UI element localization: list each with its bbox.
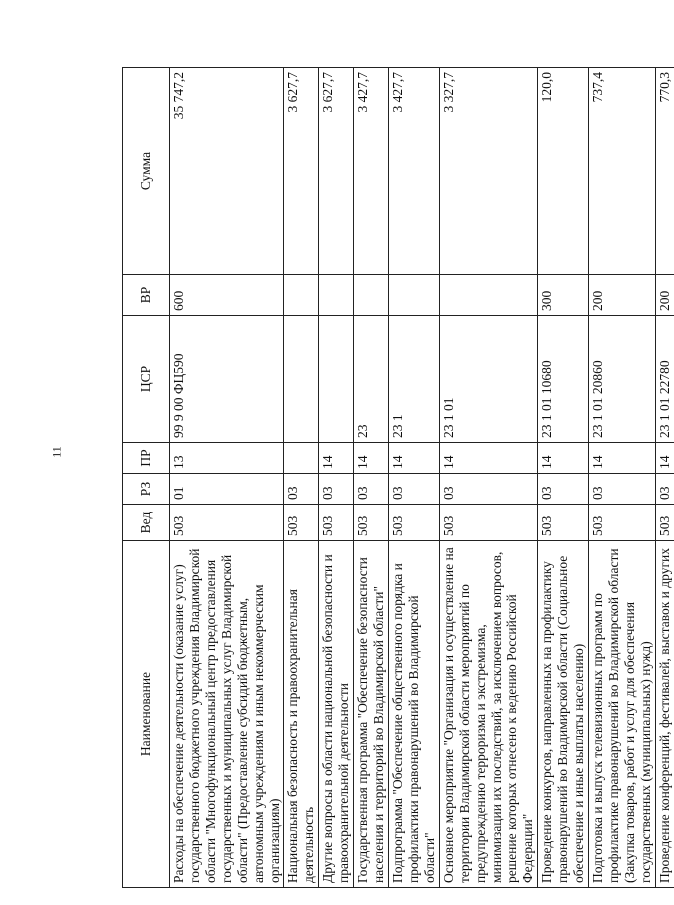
cell-name: Подготовка и выпуск телевизионных программ по профилактике правонарушений во Владимирской области (Закупка товаров, работ и услуг для обеспечения государственных (муниципальных) нужд)	[589, 541, 656, 888]
cell-csr: 23 1 01	[439, 316, 538, 443]
table-row	[655, 68, 673, 888]
cell-rz: 03	[388, 474, 439, 505]
cell-sum: 120,0	[538, 68, 589, 275]
cell-rz: 03	[284, 474, 319, 505]
cell-pr: 14	[388, 443, 439, 474]
cell-name: Проведение конкурсов, направленных на профилактику правонарушений во Владимирской области (Социальное обеспечение и иные выплаты населению)	[538, 541, 589, 888]
table-row	[589, 68, 656, 888]
table-row	[354, 68, 389, 888]
cell-name: Другие вопросы в области национальной безопасности и правоохранительной деятельности	[319, 541, 354, 888]
cell-name: Подпрограмма "Обеспечение общественного порядка и профилактики правонарушений во Владимирской области"	[388, 541, 439, 888]
table-row	[319, 68, 354, 888]
cell-csr	[284, 316, 319, 443]
cell-vr: 200	[655, 275, 673, 316]
cell-pr: 13	[170, 443, 284, 474]
table-row	[439, 68, 538, 888]
cell-csr: 23 1 01 20860	[589, 316, 656, 443]
budget-table	[122, 67, 674, 888]
cell-rz: 01	[170, 474, 284, 505]
cell-ved: 503	[538, 505, 589, 541]
cell-ved: 503	[589, 505, 656, 541]
budget-table-container	[122, 68, 672, 888]
cell-csr: 23	[354, 316, 389, 443]
header-ved: Вед	[123, 505, 170, 541]
cell-ved: 503	[284, 505, 319, 541]
cell-vr	[388, 275, 439, 316]
cell-sum: 770,3	[655, 68, 673, 275]
cell-sum: 35 747,2	[170, 68, 284, 275]
cell-ved: 503	[319, 505, 354, 541]
cell-ved: 503	[388, 505, 439, 541]
cell-pr: 14	[439, 443, 538, 474]
header-sum: Сумма	[123, 68, 170, 275]
cell-pr	[284, 443, 319, 474]
header-name: Наименование	[123, 541, 170, 888]
cell-vr	[284, 275, 319, 316]
cell-pr: 14	[589, 443, 656, 474]
cell-csr	[319, 316, 354, 443]
cell-csr: 23 1 01 22780	[655, 316, 673, 443]
cell-name: Расходы на обеспечение деятельности (оказание услуг) государственного бюджетного учреждения Владимирской области "Многофункциональный центр предоставления государственных и муниципальных услуг Владимирской области" (Предоставление субсидий бюджетным, автономным учреждениям и иным некоммерческим организациям)	[170, 541, 284, 888]
cell-name: Государственная программа "Обеспечение безопасности населения и территорий во Владимирской области"	[354, 541, 389, 888]
cell-pr: 14	[354, 443, 389, 474]
cell-vr	[439, 275, 538, 316]
cell-pr: 14	[538, 443, 589, 474]
cell-name: Национальная безопасность и правоохранительная деятельность	[284, 541, 319, 888]
cell-ved: 503	[170, 505, 284, 541]
cell-ved: 503	[354, 505, 389, 541]
cell-rz: 03	[354, 474, 389, 505]
cell-pr: 14	[655, 443, 673, 474]
cell-rz: 03	[538, 474, 589, 505]
cell-sum: 737,4	[589, 68, 656, 275]
cell-vr: 300	[538, 275, 589, 316]
cell-ved: 503	[655, 505, 673, 541]
cell-vr: 600	[170, 275, 284, 316]
cell-name: Проведение конференций, фестивалей, выставок и других	[655, 541, 673, 888]
header-pr: ПР	[123, 443, 170, 474]
cell-ved: 503	[439, 505, 538, 541]
cell-rz: 03	[319, 474, 354, 505]
header-vr: ВР	[123, 275, 170, 316]
cell-csr: 23 1 01 10680	[538, 316, 589, 443]
cell-name: Основное мероприятие "Организация и осуществление на территории Владимирской области мероприятий по предупреждению терроризма и экстремизма, минимизации их последствий, за исключением вопросов, решение которых отнесено к ведению Российской Федерации"	[439, 541, 538, 888]
cell-pr: 14	[319, 443, 354, 474]
header-csr: ЦСР	[123, 316, 170, 443]
table-row	[388, 68, 439, 888]
table-row	[538, 68, 589, 888]
cell-rz: 03	[655, 474, 673, 505]
cell-sum: 3 427,7	[354, 68, 389, 275]
cell-vr	[319, 275, 354, 316]
cell-sum: 3 427,7	[388, 68, 439, 275]
cell-csr: 23 1	[388, 316, 439, 443]
cell-csr: 99 9 00 ФЦ590	[170, 316, 284, 443]
cell-vr	[354, 275, 389, 316]
cell-sum: 3 627,7	[284, 68, 319, 275]
cell-rz: 03	[589, 474, 656, 505]
cell-rz: 03	[439, 474, 538, 505]
cell-vr: 200	[589, 275, 656, 316]
page-number: 11	[49, 446, 64, 458]
cell-sum: 3 327,7	[439, 68, 538, 275]
cell-sum: 3 627,7	[319, 68, 354, 275]
table-row	[284, 68, 319, 888]
header-rz: РЗ	[123, 474, 170, 505]
table-row	[170, 68, 284, 888]
table-header-row	[123, 68, 170, 888]
